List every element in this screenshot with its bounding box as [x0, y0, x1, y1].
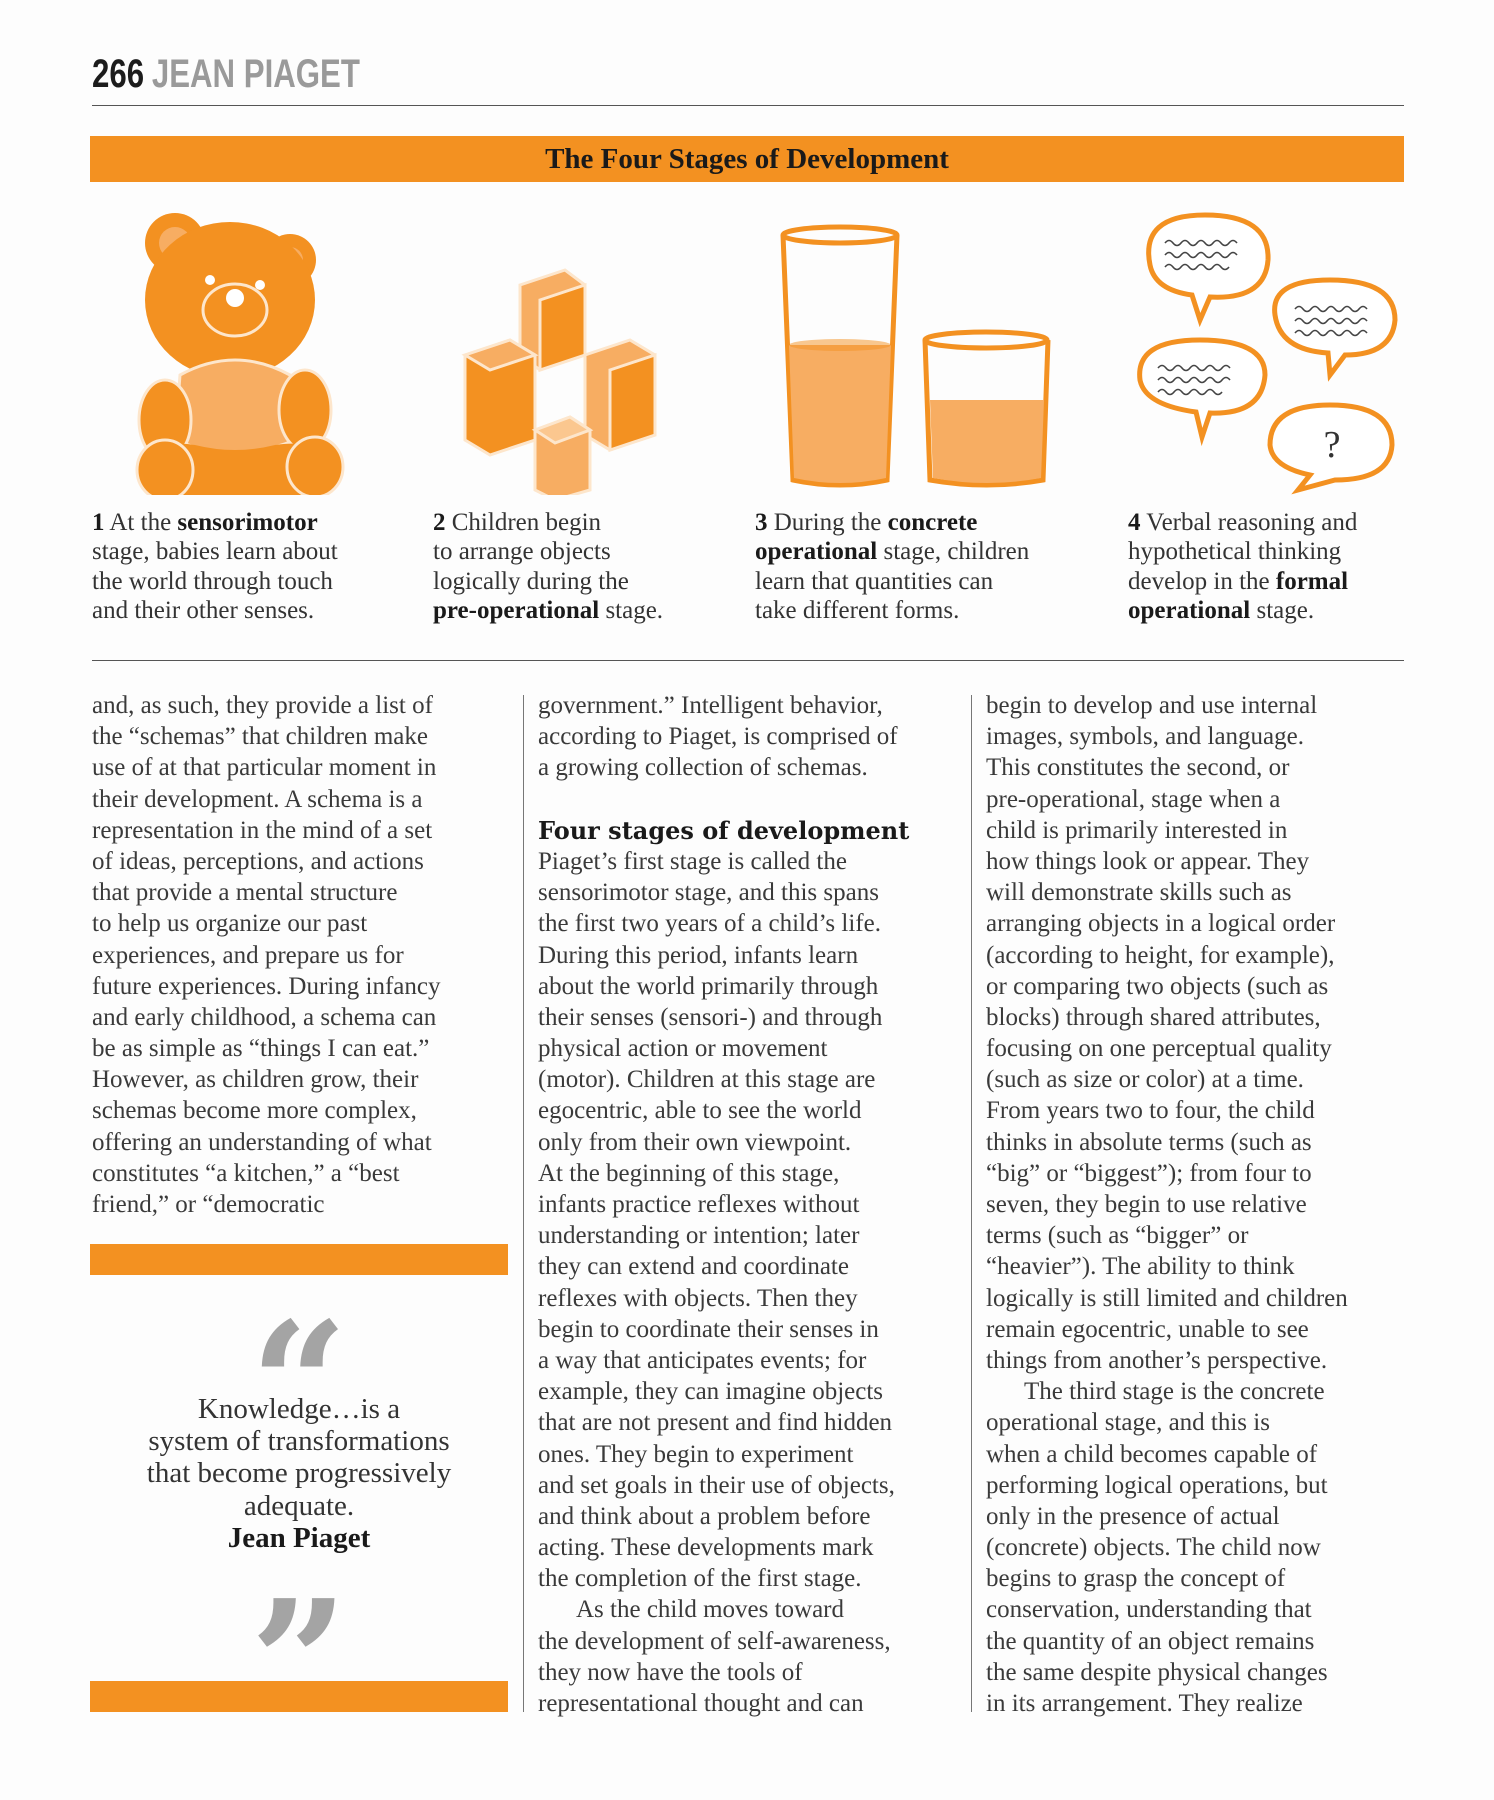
body-line: begin to coordinate their senses in: [538, 1315, 879, 1343]
body-line: government.” Intelligent behavior,: [538, 692, 883, 719]
caption-line: [1128, 508, 1357, 537]
body-column-1: [92, 690, 440, 1220]
body-line: [538, 784, 909, 815]
header-rule: [92, 105, 1404, 106]
body-line: begins to grasp the concept of: [986, 1565, 1286, 1593]
body-line: things from another’s perspective.: [986, 1346, 1328, 1374]
caption-line: [755, 567, 1029, 596]
body-line: schemas become more complex,: [92, 1097, 417, 1125]
stage-caption-1: [92, 508, 338, 625]
caption-line: [1128, 567, 1357, 596]
body-line: a growing collection of schemas.: [538, 754, 868, 782]
body-line: “big” or “biggest”); from four to: [986, 1159, 1312, 1187]
caption-text: learn that quantities can: [755, 567, 994, 595]
pull-quote: [90, 1393, 508, 1554]
body-line: pre-operational, stage when a: [986, 785, 1281, 813]
body-line: The third stage is the concrete: [1024, 1378, 1325, 1406]
body-line: their senses (sensori-) and through: [538, 1003, 883, 1031]
caption-bold-term: 1: [92, 509, 105, 536]
caption-line: [433, 508, 663, 537]
body-line: in its arrangement. They realize: [986, 1690, 1303, 1717]
body-line: a way that anticipates events; for: [538, 1346, 867, 1374]
body-line: friend,” or “democratic: [92, 1191, 325, 1218]
chapter-title: JEAN PIAGET: [151, 52, 360, 96]
caption-line: [1128, 537, 1357, 566]
body-line: sensorimotor stage, and this spans: [538, 879, 879, 907]
caption-text: the world through touch: [92, 567, 333, 595]
caption-text: stage.: [1250, 596, 1315, 624]
quote-author: Jean Piaget: [227, 1521, 371, 1554]
column-divider: [971, 695, 972, 1712]
body-line: egocentric, able to see the world: [538, 1097, 862, 1125]
caption-text: stage, babies learn about: [92, 538, 338, 566]
body-line: that provide a mental structure: [92, 879, 398, 907]
body-line: representational thought and can: [538, 1690, 864, 1717]
body-line: terms (such as “bigger” or: [986, 1222, 1249, 1250]
caption-line: [92, 508, 338, 537]
body-line: This constitutes the second, or: [986, 754, 1290, 782]
body-line: or comparing two objects (such as: [986, 972, 1329, 1000]
body-line: will demonstrate skills such as: [986, 879, 1292, 907]
body-line: conservation, understanding that: [986, 1596, 1312, 1624]
stage-caption-3: [755, 508, 1029, 625]
body-line: focusing on one perceptual quality: [986, 1035, 1332, 1063]
body-line: the first two years of a child’s life.: [538, 910, 881, 938]
page-number: 266: [92, 52, 145, 96]
caption-text: take different forms.: [755, 596, 960, 624]
caption-line: [1128, 596, 1357, 625]
caption-line: [92, 567, 338, 596]
body-line: arranging objects in a logical order: [986, 910, 1336, 938]
body-line: infants practice reflexes without: [538, 1191, 860, 1218]
caption-text: hypothetical thinking: [1128, 538, 1342, 566]
quote-line: adequate.: [243, 1489, 355, 1522]
body-line: blocks) through shared attributes,: [986, 1003, 1321, 1031]
body-line: ones. They begin to experiment: [538, 1440, 854, 1468]
body-line: From years two to four, the child: [986, 1097, 1315, 1125]
stage-caption-4: [1128, 508, 1357, 625]
infographic-banner: The Four Stages of Development: [90, 136, 1404, 182]
caption-line: [92, 596, 338, 625]
body-line: images, symbols, and language.: [986, 723, 1304, 751]
pull-quote-bottom-bar: [90, 1681, 508, 1712]
body-line: the same despite physical changes: [986, 1658, 1328, 1686]
body-line: the quantity of an object remains: [986, 1627, 1315, 1655]
body-line: the completion of the first stage.: [538, 1565, 862, 1593]
body-line: (such as size or color) at a time.: [986, 1066, 1304, 1094]
body-line: they now have the tools of: [538, 1658, 803, 1686]
body-line: offering an understanding of what: [92, 1128, 432, 1156]
caption-text: At the: [104, 509, 178, 536]
quote-line: system of transformations: [148, 1425, 450, 1458]
body-line: At the beginning of this stage,: [538, 1159, 840, 1187]
body-line: child is primarily interested in: [986, 816, 1288, 844]
caption-text: During the: [767, 509, 888, 536]
caption-line: [433, 596, 663, 625]
caption-line: [755, 537, 1029, 566]
body-line: thinks in absolute terms (such as: [986, 1128, 1312, 1156]
column-divider: [523, 695, 524, 1712]
speech-bubbles-icon: [1130, 205, 1410, 495]
caption-line: [92, 537, 338, 566]
body-line: use of at that particular moment in: [92, 754, 437, 782]
body-line: of ideas, perceptions, and actions: [92, 847, 424, 875]
quote-line: that become progressively: [146, 1457, 452, 1490]
stage-caption-2: [433, 508, 663, 625]
caption-line: [755, 596, 1029, 625]
caption-line: [433, 537, 663, 566]
body-line: As the child moves toward: [576, 1596, 845, 1624]
body-line: Piaget’s first stage is called the: [538, 847, 847, 875]
caption-line: [755, 508, 1029, 537]
body-line: the development of self-awareness,: [538, 1627, 891, 1655]
body-line: they can extend and coordinate: [538, 1253, 849, 1281]
caption-text: and their other senses.: [92, 596, 315, 624]
body-line: representation in the mind of a set: [92, 816, 433, 844]
close-quote-icon: [90, 1578, 508, 1668]
caption-bold-term: 4: [1128, 509, 1141, 536]
body-line: according to Piaget, is comprised of: [538, 723, 898, 751]
body-column-2: [538, 690, 909, 1719]
caption-bold-term: formal: [1275, 567, 1349, 595]
body-line: future experiences. During infancy: [92, 972, 441, 1000]
body-line: acting. These developments mark: [538, 1534, 874, 1562]
body-line: the “schemas” that children make: [92, 723, 428, 751]
open-quote-icon: [90, 1300, 508, 1390]
body-line: and think about a problem before: [538, 1502, 871, 1530]
body-line: However, as children grow, their: [92, 1066, 419, 1094]
caption-text: Verbal reasoning and: [1140, 509, 1358, 536]
body-line: (concrete) objects. The child now: [986, 1534, 1321, 1562]
body-line: when a child becomes capable of: [986, 1440, 1318, 1468]
caption-bold-term: sensorimotor: [177, 509, 318, 536]
body-line: During this period, infants learn: [538, 941, 859, 969]
teddy-bear-icon: [125, 205, 365, 495]
body-line: about the world primarily through: [538, 972, 879, 1000]
body-line: begin to develop and use internal: [986, 692, 1318, 719]
blocks-icon: [455, 205, 695, 495]
body-line: be as simple as “things I can eat.”: [92, 1035, 430, 1063]
body-line: understanding or intention; later: [538, 1222, 860, 1250]
caption-text: to arrange objects: [433, 538, 611, 566]
body-line: performing logical operations, but: [986, 1471, 1328, 1499]
pull-quote-top-bar: [90, 1244, 508, 1275]
body-line: remain egocentric, unable to see: [986, 1315, 1309, 1343]
body-line: to help us organize our past: [92, 910, 368, 938]
caption-bold-term: operational: [1128, 596, 1251, 624]
body-line: that are not present and find hidden: [538, 1409, 893, 1437]
caption-text: logically during the: [433, 567, 629, 595]
section-rule: [92, 660, 1404, 661]
glasses-icon: [775, 205, 1065, 495]
running-header: [92, 52, 360, 102]
caption-text: develop in the: [1128, 567, 1276, 595]
quote-line: Knowledge…is a: [197, 1393, 401, 1425]
question-mark: ?: [1323, 424, 1341, 466]
body-line: and set goals in their use of objects,: [538, 1471, 895, 1499]
body-line: (according to height, for example),: [986, 941, 1335, 969]
body-line: only from their own viewpoint.: [538, 1128, 852, 1156]
section-heading: Four stages of development: [538, 815, 910, 845]
caption-line: [433, 567, 663, 596]
body-line: how things look or appear. They: [986, 847, 1310, 875]
caption-bold-term: 3: [755, 509, 768, 536]
caption-bold-term: concrete: [887, 509, 978, 536]
body-line: example, they can imagine objects: [538, 1378, 884, 1406]
caption-text: stage, children: [877, 538, 1030, 566]
caption-text: stage.: [599, 596, 664, 624]
caption-bold-term: pre-operational: [433, 596, 600, 624]
body-line: and early childhood, a schema can: [92, 1003, 437, 1031]
body-line: their development. A schema is a: [92, 785, 423, 813]
body-line: (motor). Children at this stage are: [538, 1066, 876, 1094]
body-line: and, as such, they provide a list of: [92, 692, 433, 719]
body-column-3: [986, 690, 1348, 1719]
body-line: operational stage, and this is: [986, 1409, 1270, 1437]
body-line: reflexes with objects. Then they: [538, 1284, 858, 1312]
body-line: only in the presence of actual: [986, 1502, 1280, 1530]
body-line: “heavier”). The ability to think: [986, 1253, 1295, 1281]
body-line: seven, they begin to use relative: [986, 1191, 1307, 1218]
body-line: logically is still limited and children: [986, 1284, 1348, 1312]
body-line: experiences, and prepare us for: [92, 941, 404, 969]
body-line: physical action or movement: [538, 1035, 828, 1063]
caption-bold-term: 2: [433, 509, 446, 536]
caption-bold-term: operational: [755, 538, 878, 566]
body-line: constitutes “a kitchen,” a “best: [92, 1159, 400, 1187]
caption-text: Children begin: [445, 509, 602, 536]
